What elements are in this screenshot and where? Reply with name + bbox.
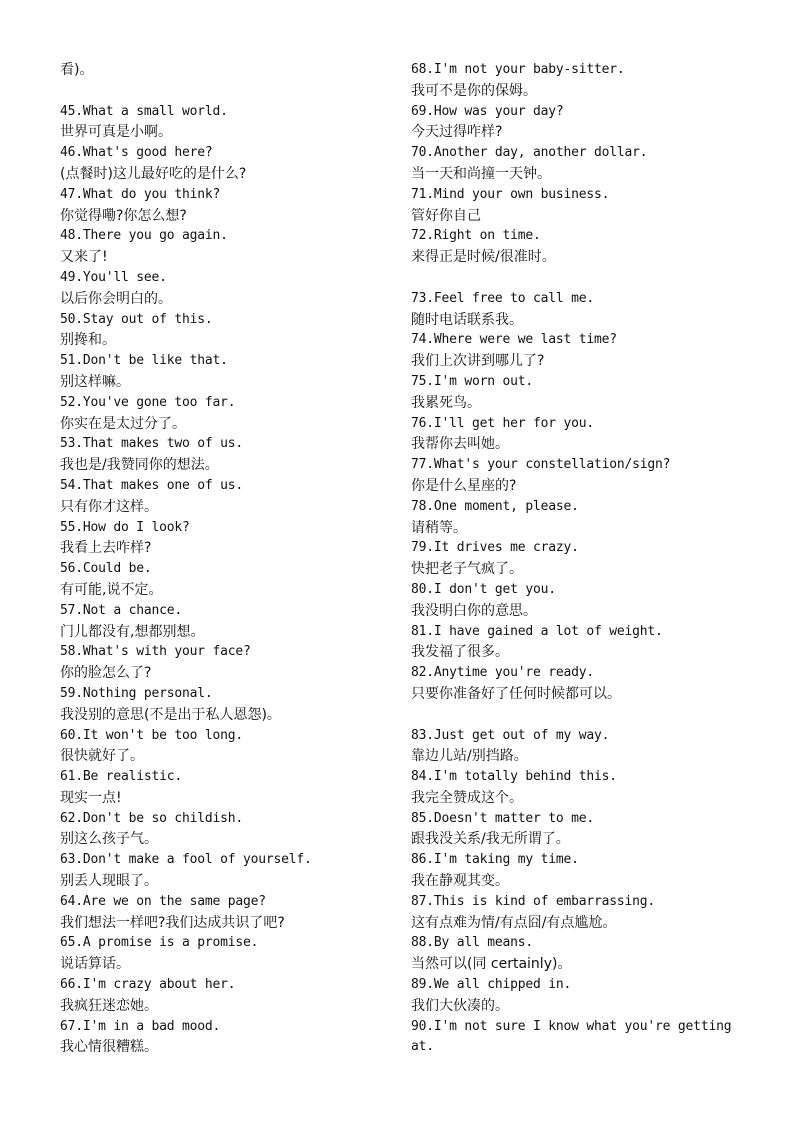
english-phrase: 66.I'm crazy about her. (60, 977, 236, 993)
english-phrase: 80.I don't get you. (411, 581, 556, 597)
english-phrase: 46.What's good here? (60, 145, 213, 161)
english-phrase: 51.Don't be like that. (60, 353, 228, 369)
english-phrase: 68.I'm not your baby-sitter. (411, 62, 625, 77)
left-column (60, 60, 390, 1058)
chinese-translation: 今天过得咋样? (411, 124, 503, 141)
chinese-translation: 你实在是太过分了。 (60, 415, 186, 432)
chinese-translation: 说话算话。 (60, 956, 130, 973)
chinese-translation: 我发福了很多。 (411, 644, 509, 661)
english-phrase: 64.Are we on the same page? (60, 893, 266, 909)
chinese-translation: 我可不是你的保姆。 (411, 82, 537, 99)
english-phrase: 63.Don't make a fool of yourself. (60, 852, 312, 868)
english-phrase: 85.Doesn't matter to me. (411, 810, 595, 826)
chinese-translation: 只要你准备好了任何时候都可以。 (411, 685, 621, 702)
english-phrase: 47.What do you think? (60, 186, 221, 202)
english-phrase: 50.Stay out of this. (60, 311, 213, 327)
chinese-translation: 管好你自己 (411, 207, 481, 224)
english-phrase: 74.Where were we last time? (411, 332, 617, 348)
chinese-translation: 你的脸怎么了? (60, 665, 152, 682)
chinese-translation: 我完全赞成这个。 (411, 789, 523, 806)
english-phrase: 48.There you go again. (60, 228, 228, 244)
chinese-translation: 我们上次讲到哪儿了? (411, 353, 545, 370)
chinese-translation: 我帮你去叫她。 (411, 436, 509, 453)
english-phrase: 60.It won't be too long. (60, 727, 244, 743)
chinese-translation: 我在静观其变。 (411, 873, 509, 890)
chinese-translation: 别搀和。 (60, 332, 116, 349)
chinese-translation: 我没明白你的意思。 (411, 602, 537, 619)
english-phrase: 59.Nothing personal. (60, 685, 213, 701)
chinese-translation: 你觉得嘞?你怎么想? (60, 207, 187, 224)
chinese-translation: 我心情很糟糕。 (60, 1039, 158, 1056)
chinese-translation: 我疯狂迷恋她。 (60, 997, 158, 1014)
chinese-translation: 来得正是时候/很准时。 (411, 249, 556, 266)
blank-line (60, 81, 390, 102)
english-phrase: 89.We all chipped in. (411, 977, 572, 993)
chinese-translation: 你是什么星座的? (411, 477, 517, 494)
english-phrase: 78.One moment, please. (411, 498, 579, 514)
chinese-translation: 这有点难为情/有点囧/有点尴尬。 (411, 914, 617, 931)
english-phrase: 67.I'm in a bad mood. (60, 1018, 221, 1034)
english-phrase: 77.What's your constellation/sign? (411, 457, 671, 473)
english-phrase: at. (411, 1039, 434, 1055)
blank-line (411, 268, 751, 289)
chinese-translation: 现实一点! (60, 789, 122, 806)
english-phrase: 70.Another day, another dollar. (411, 145, 648, 161)
english-phrase: 88.By all means. (411, 935, 534, 951)
chinese-translation: 请稍等。 (411, 519, 467, 536)
english-phrase: 73.Feel free to call me. (411, 290, 595, 306)
english-phrase: 56.Could be. (60, 561, 152, 577)
chinese-translation: 世界可真是小啊。 (60, 124, 172, 141)
chinese-translation: 看)。 (60, 62, 94, 78)
english-phrase: 79.It drives me crazy. (411, 540, 579, 556)
chinese-translation: 随时电话联系我。 (411, 311, 523, 328)
english-phrase: 86.I'm taking my time. (411, 852, 579, 868)
chinese-translation: 靠边儿站/别挡路。 (411, 748, 528, 765)
english-phrase: 82.Anytime you're ready. (411, 665, 595, 681)
chinese-translation: (点餐时)这儿最好吃的是什么? (60, 165, 247, 182)
english-phrase: 54.That makes one of us. (60, 477, 244, 493)
chinese-translation: 快把老子气疯了。 (411, 561, 523, 578)
english-phrase: 49.You'll see. (60, 269, 167, 285)
english-phrase: 75.I'm worn out. (411, 373, 534, 389)
chinese-translation: 以后你会明白的。 (60, 290, 172, 307)
english-phrase: 52.You've gone too far. (60, 394, 236, 410)
english-phrase: 57.Not a chance. (60, 602, 183, 618)
chinese-translation: 跟我没关系/我无所谓了。 (411, 831, 570, 848)
english-phrase: 53.That makes two of us. (60, 436, 244, 452)
english-phrase: 71.Mind your own business. (411, 186, 610, 202)
english-phrase: 69.How was your day? (411, 103, 564, 119)
blank-line (411, 705, 751, 726)
chinese-translation: 当然可以(同 certainly)。 (411, 956, 572, 973)
chinese-translation: 别这么孩子气。 (60, 831, 158, 848)
english-phrase: 72.Right on time. (411, 228, 541, 244)
chinese-translation: 别这样嘛。 (60, 373, 130, 390)
chinese-translation: 我累死鸟。 (411, 394, 481, 411)
english-phrase: 55.How do I look? (60, 519, 190, 535)
chinese-translation: 又来了! (60, 249, 108, 266)
english-phrase: 45.What a small world. (60, 103, 228, 119)
english-phrase: 87.This is kind of embarrassing. (411, 893, 656, 909)
english-phrase: 90.I'm not sure I know what you're getting (411, 1018, 732, 1034)
chinese-translation: 我看上去咋样? (60, 540, 152, 557)
english-phrase: 61.Be realistic. (60, 769, 183, 785)
chinese-translation: 门儿都没有,想都别想。 (60, 623, 205, 640)
right-column (411, 60, 751, 1058)
chinese-translation: 我也是/我赞同你的想法。 (60, 457, 219, 474)
chinese-translation: 当一天和尚撞一天钟。 (411, 165, 551, 182)
english-phrase: 84.I'm totally behind this. (411, 769, 617, 785)
english-phrase: 65.A promise is a promise. (60, 935, 259, 951)
chinese-translation: 我们大伙凑的。 (411, 997, 509, 1014)
english-phrase: 76.I'll get her for you. (411, 415, 595, 431)
english-phrase: 58.What's with your face? (60, 644, 251, 660)
chinese-translation: 我没别的意思(不是出于私人恩怨)。 (60, 706, 281, 723)
english-phrase: 83.Just get out of my way. (411, 727, 610, 743)
chinese-translation: 只有你才这样。 (60, 498, 158, 515)
english-phrase: 81.I have gained a lot of weight. (411, 623, 663, 639)
chinese-translation: 有可能,说不定。 (60, 581, 163, 598)
chinese-translation: 我们想法一样吧?我们达成共识了吧? (60, 914, 285, 931)
chinese-translation: 别丢人现眼了。 (60, 873, 158, 890)
english-phrase: 62.Don't be so childish. (60, 810, 244, 826)
chinese-translation: 很快就好了。 (60, 748, 144, 765)
